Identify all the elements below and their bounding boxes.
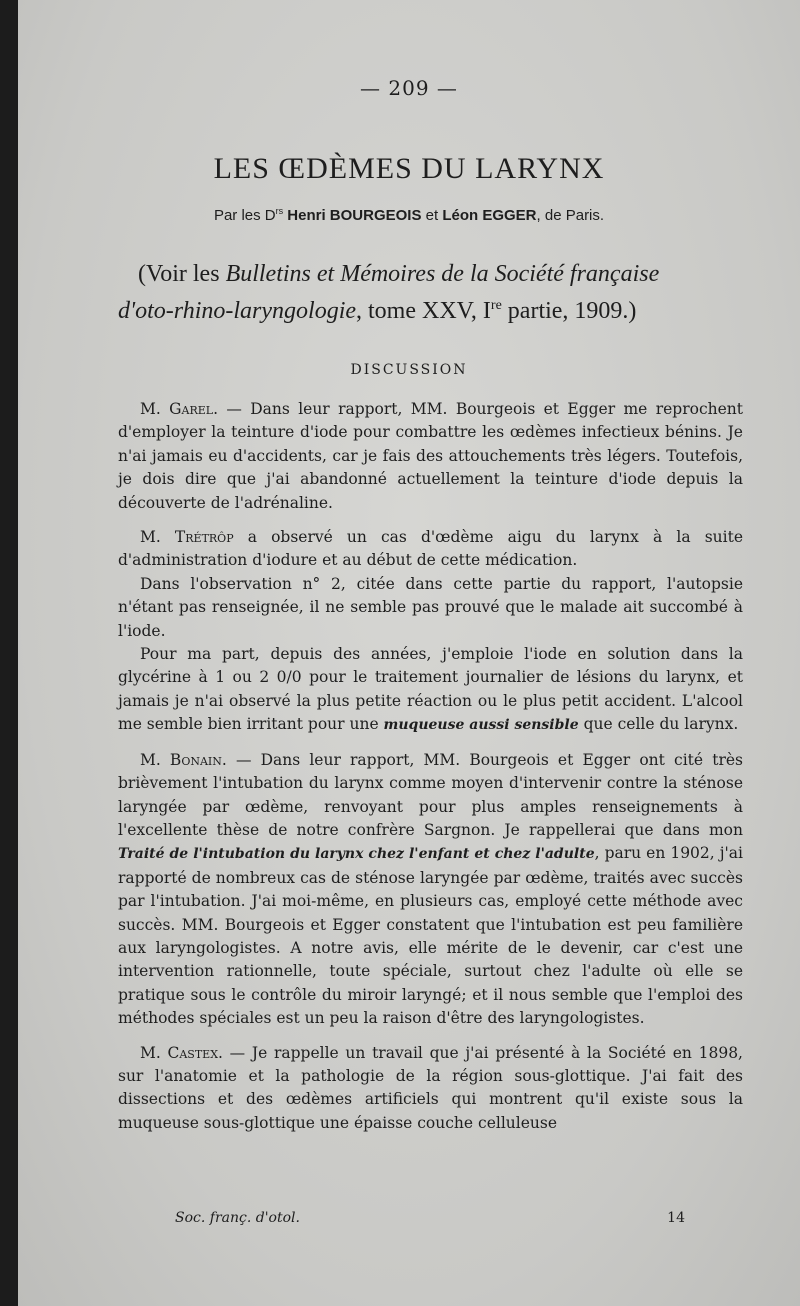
- tretrop-text: a observé un cas d'œdème aigu du larynx à la suite d'administration d'iodure et au début de cette médication.: [118, 528, 743, 570]
- author-egger: Léon EGGER: [442, 207, 537, 224]
- authors-suffix: , de Paris.: [536, 207, 605, 224]
- reference-rest-2: partie, 1909.): [501, 298, 637, 324]
- tretrop-p3-end: que celle du larynx.: [578, 715, 739, 734]
- bonain-text-1: — Dans leur rapport, MM. Bourgeois et Egger ont cité très brièvement l'intubation du larynx comme moyen d'intervenir contre la sténose laryngée par œdème, renvoyant pour plus amples renseignements à l'excellente thèse de notre confrère Sargnon. Je rappellerai que dans mon: [118, 750, 743, 839]
- speaker-castex: M. Castex.: [140, 1043, 223, 1062]
- page-number: — 209 —: [360, 76, 458, 100]
- castex-text: — Je rappelle un travail que j'ai présenté à la Société en 1898, sur l'anatomie et la pathologie de la région sous-glottique. J'ai fait des dissections et des œdèmes artificiels qui montrent qu'il existe sous la muqueuse sous-glottique une épaisse couche celluleuse: [118, 1043, 743, 1132]
- discussion-body: [118, 398, 743, 1146]
- paragraph-garel: [118, 398, 743, 515]
- tretrop-p3-text: Pour ma part, depuis des années, j'emploie l'iode en solution dans la glycérine à 1 ou 2 0/0 pour le traitement journalier de lésions du larynx, et jamais je n'ai observé la plus petite réaction ou le plus petit accident. L'alcool me semble bien irritant pour une: [118, 645, 743, 734]
- authors-line: [18, 206, 800, 224]
- reference-note: [118, 258, 738, 327]
- paragraph-tretrop: [118, 526, 743, 573]
- article-title: LES ŒDÈMES DU LARYNX: [213, 152, 605, 185]
- bonain-italic-title: Traité de l'intubation du larynx chez l'enfant et chez l'adulte: [118, 846, 595, 863]
- section-heading: DISCUSSION: [350, 362, 468, 378]
- authors-prefix: Par les D: [213, 207, 276, 224]
- speaker-bonain: M. Bonain.: [140, 750, 227, 769]
- reference-open: (Voir les: [138, 261, 226, 287]
- speaker-garel: M. Garel.: [140, 400, 219, 418]
- paragraph-tretrop-3: [118, 643, 743, 738]
- footer-signature: 14: [667, 1210, 685, 1226]
- paragraph-castex: [118, 1042, 743, 1136]
- tretrop-p3-italic: muqueuse aussi sensible: [383, 717, 579, 734]
- reference-italic-2: d'oto-rhino-laryngologie: [118, 298, 357, 324]
- reference-italic-1: Bulletins et Mémoires de la Société française: [225, 261, 660, 287]
- footer-source: Soc. franç. d'otol.: [175, 1210, 300, 1226]
- author-bourgeois: Henri BOURGEOIS: [287, 207, 422, 224]
- speaker-tretrop: M. Trétrôp: [140, 528, 234, 547]
- paragraph-tretrop-2: Dans l'observation n° 2, citée dans cette partie du rapport, l'autopsie n'étant pas renseignée, il ne semble pas prouvé que le malade ait succombé à l'iode.: [118, 574, 743, 640]
- paragraph-bonain: [118, 749, 743, 1031]
- authors-connector: et: [421, 207, 443, 224]
- reference-rest-1: , tome XXV, I: [356, 298, 491, 324]
- book-page: [18, 0, 800, 1306]
- bonain-text-2: , paru en 1902, j'ai rapporté de nombreux cas de sténose laryngée par œdème, traités avec succès par l'intubation. J'ai moi-même, en plusieurs cas, employé cette méthode avec succès. MM. Bourgeois et Egger constatent que l'intubation est peu familière aux laryngologistes. A notre avis, elle mérite de le devenir, car c'est une intervention rationnelle, toute spéciale, surtout chez l'adulte où elle se pratique sous le contrôle du miroir laryngé; et il nous semble que l'emploi des méthodes spéciales est un peu la raison d'être des laryngologistes.: [118, 844, 744, 1028]
- page-footer: [175, 1210, 715, 1226]
- authors-prefix-sup: rs: [275, 206, 284, 216]
- reference-rest-sup: re: [490, 298, 502, 313]
- garel-text: — Dans leur rapport, MM. Bourgeois et Egger me reprochent d'employer la teinture d'iode pour combattre les œdèmes infectieux bénins. Je n'ai jamais eu d'accidents, car je fais des attouchements très légers. Toutefois, je dois dire que j'ai abandonné actuellement la teinture d'iode depuis la découverte de l'adrénaline.: [118, 400, 743, 512]
